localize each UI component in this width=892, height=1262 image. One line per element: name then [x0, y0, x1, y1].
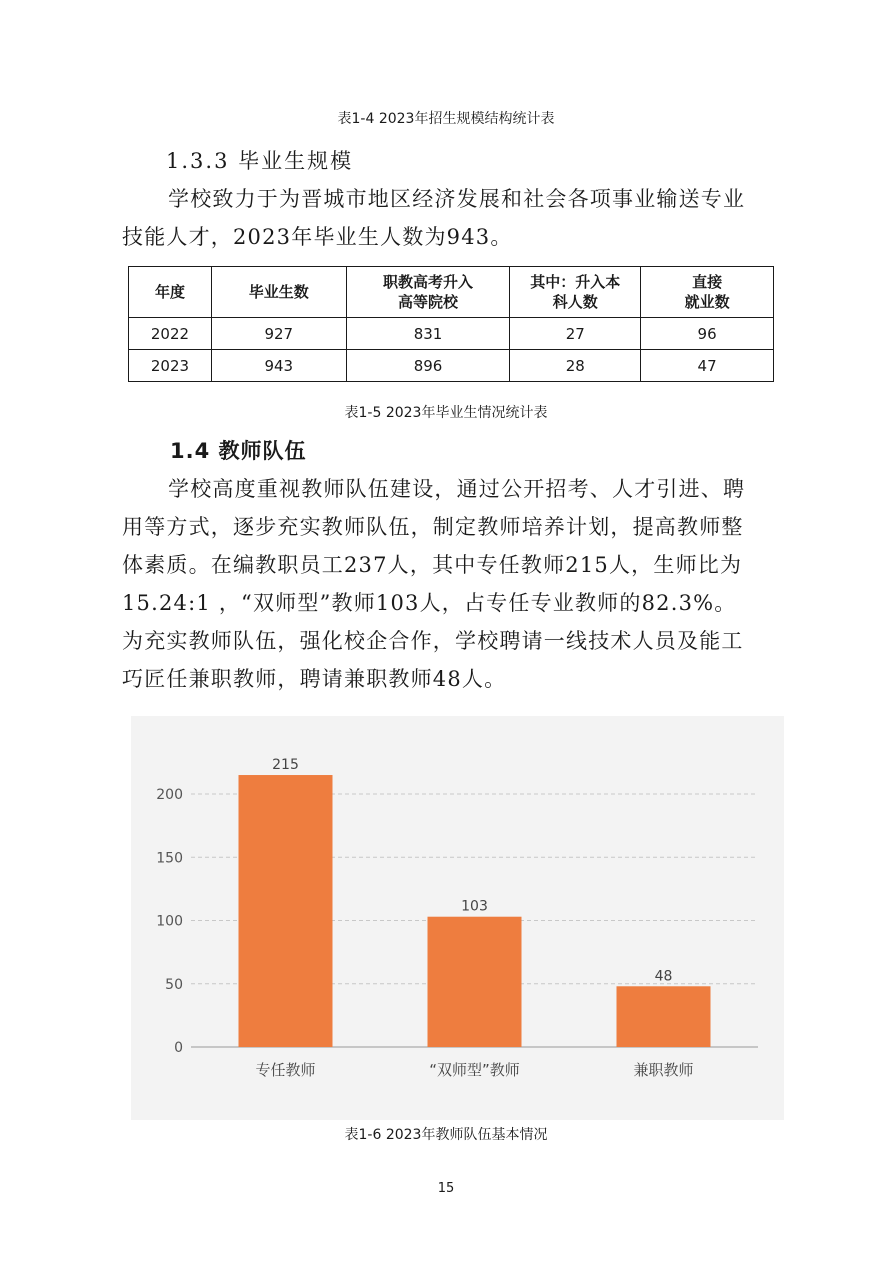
paragraph-line: 技能人才，2023年毕业生人数为943。 — [122, 225, 513, 249]
bar-value-label: 215 — [272, 757, 299, 774]
paragraph-line: 15.24:1 ，“双师型”教师103人，占专任专业教师的82.3%。 — [122, 591, 737, 615]
y-tick-label: 150 — [156, 850, 183, 867]
section-1-3-3-heading: 1.3.3 毕业生规模 — [166, 149, 354, 173]
y-tick-label: 200 — [156, 787, 183, 803]
header-year — [129, 267, 212, 318]
section-1-4-heading: 1.4 教师队伍 — [170, 439, 307, 463]
header-employment — [641, 267, 774, 318]
section-1-3-3-paragraph — [122, 180, 802, 256]
header-cell: 直接 就业数 — [684, 273, 730, 311]
cell-employment: 96 — [641, 318, 774, 350]
table-1-6-caption: 表1-6 2023年教师队伍基本情况 — [344, 1127, 548, 1143]
bar — [428, 917, 522, 1047]
cell-year: 2022 — [129, 318, 212, 350]
header-cell: 年度 — [154, 283, 185, 301]
graduate-table — [128, 266, 774, 382]
table-row — [129, 350, 774, 382]
cell-year: 2023 — [129, 350, 212, 382]
x-category-label: 专任教师 — [255, 1061, 316, 1079]
bar — [239, 775, 333, 1047]
bar-value-label: 48 — [654, 968, 673, 985]
page-number: 15 — [437, 1181, 455, 1196]
bar-value-label: 103 — [461, 898, 488, 915]
chart-svg — [131, 716, 784, 1120]
header-graduates — [211, 267, 346, 318]
paragraph-line: 体素质。在编教职员工237人，其中专任教师215人，生师比为 — [122, 553, 743, 577]
table-1-5-caption: 表1-5 2023年毕业生情况统计表 — [344, 405, 548, 421]
teacher-bar-chart — [131, 716, 784, 1120]
paragraph-line: 巧匠任兼职教师，聘请兼职教师48人。 — [122, 667, 507, 691]
x-category-label: “双师型”教师 — [429, 1061, 520, 1079]
cell-higher-ed: 896 — [346, 350, 510, 382]
x-category-label: 兼职教师 — [633, 1061, 694, 1079]
header-cell: 毕业生数 — [248, 283, 309, 301]
cell-undergrad: 28 — [510, 350, 641, 382]
cell-graduates: 943 — [211, 350, 346, 382]
paragraph-line: 用等方式，逐步充实教师队伍，制定教师培养计划，提高教师整 — [122, 515, 744, 539]
bar — [617, 986, 711, 1047]
header-cell: 其中：升入本 科人数 — [530, 273, 621, 311]
cell-graduates: 927 — [211, 318, 346, 350]
section-1-4-paragraph — [122, 470, 802, 698]
header-higher-ed — [346, 267, 510, 318]
y-tick-label: 0 — [174, 1040, 183, 1056]
paragraph-line: 学校高度重视教师队伍建设，通过公开招考、人才引进、聘 — [168, 477, 746, 501]
paragraph-line: 学校致力于为晋城市地区经济发展和社会各项事业输送专业 — [168, 187, 746, 211]
cell-higher-ed: 831 — [346, 318, 510, 350]
table-1-4-caption: 表1-4 2023年招生规模结构统计表 — [337, 111, 555, 127]
cell-employment: 47 — [641, 350, 774, 382]
y-tick-label: 50 — [165, 976, 183, 993]
paragraph-line: 为充实教师队伍，强化校企合作，学校聘请一线技术人员及能工 — [122, 629, 744, 653]
table-header-row — [129, 267, 774, 318]
cell-undergrad: 27 — [510, 318, 641, 350]
header-undergrad — [510, 267, 641, 318]
header-cell: 职教高考升入 高等院校 — [383, 273, 474, 311]
y-tick-label: 100 — [156, 913, 183, 930]
table-row — [129, 318, 774, 350]
